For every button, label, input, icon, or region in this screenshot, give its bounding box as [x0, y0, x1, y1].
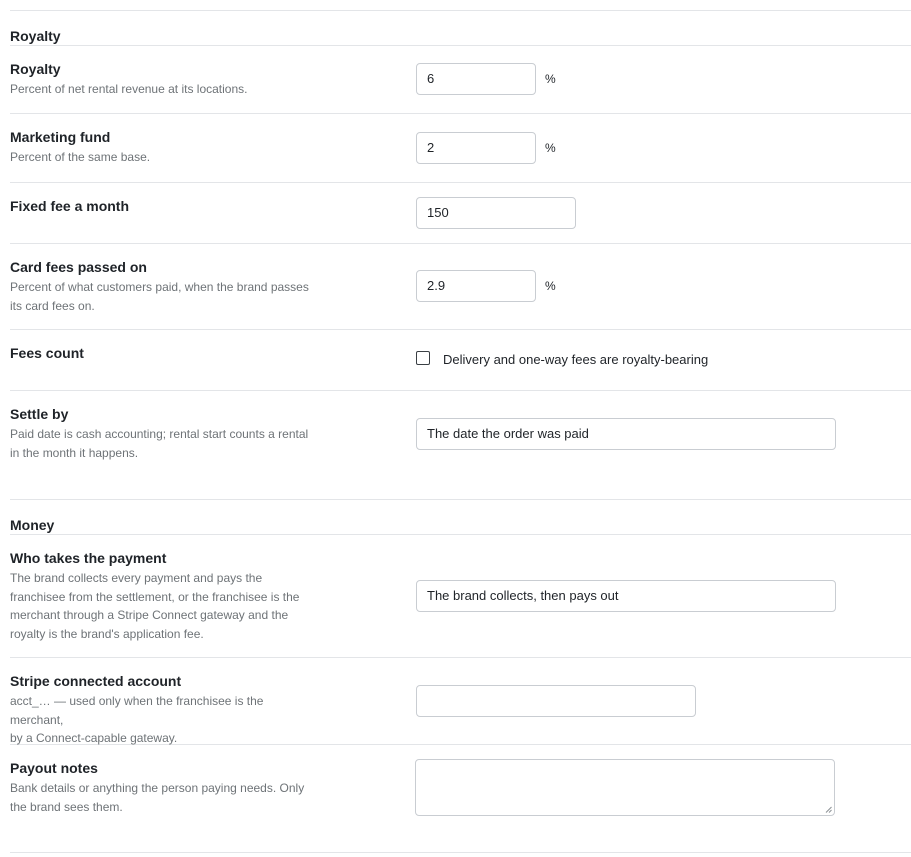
divider — [10, 852, 911, 853]
card-fees-description-line: Percent of what customers paid, when the brand passes — [10, 280, 309, 294]
settle-by-label: Settle by — [10, 406, 69, 422]
fixed-fee-input[interactable]: 150 — [416, 197, 576, 229]
settle-by-description — [10, 425, 320, 462]
card-fees-description-line: its card fees on. — [10, 298, 95, 313]
divider — [10, 10, 911, 11]
divider — [10, 657, 911, 658]
settle-by-description-line: Paid date is cash accounting; rental start counts a rental — [10, 427, 309, 441]
resize-handle-icon[interactable] — [825, 806, 832, 813]
royalty-bearing-fees-checkbox[interactable] — [416, 351, 430, 365]
divider — [10, 182, 911, 183]
settle-by-select[interactable]: The date the order was paid — [416, 418, 836, 450]
who-takes-payment-description-line: The brand collects every payment and pays the — [10, 571, 263, 585]
divider — [10, 113, 911, 114]
royalty-description: Percent of net rental revenue at its locations. — [10, 82, 248, 96]
marketing-fund-description: Percent of the same base. — [10, 150, 151, 164]
marketing-fund-input[interactable]: 2 — [416, 132, 536, 164]
divider — [10, 390, 911, 391]
payout-notes-textarea[interactable] — [415, 759, 835, 816]
payout-notes-label: Payout notes — [10, 760, 98, 776]
card-fees-unit: % — [545, 279, 556, 293]
who-takes-payment-label: Who takes the payment — [10, 550, 167, 566]
who-takes-payment-description-line: merchant through a Stripe Connect gateway and the — [10, 608, 289, 622]
settle-by-description-line: in the month it happens. — [10, 445, 139, 460]
card-fees-label: Card fees passed on — [10, 259, 147, 275]
royalty-percent-unit: % — [545, 72, 556, 86]
payout-notes-description — [10, 779, 320, 816]
marketing-fund-label: Marketing fund — [10, 129, 111, 145]
card-fees-description — [10, 278, 320, 315]
stripe-account-description-line: by a Connect-capable gateway. — [10, 731, 178, 745]
who-takes-payment-description — [10, 569, 320, 643]
stripe-account-description — [10, 692, 320, 748]
payout-notes-description-line: the brand sees them. — [10, 799, 123, 814]
who-takes-payment-description-line: franchisee from the settlement, or the franchisee is the — [10, 589, 300, 604]
payout-notes-description-line: Bank details or anything the person paying needs. Only — [10, 781, 305, 795]
royalty-percent-input[interactable]: 6 — [416, 63, 536, 95]
royalty-bearing-fees-checkbox-label[interactable]: Delivery and one-way fees are royalty-bearing — [443, 352, 709, 367]
divider — [10, 534, 911, 535]
royalty-label: Royalty — [10, 61, 61, 77]
section-title-money: Money — [10, 517, 55, 533]
section-title-royalty: Royalty — [10, 28, 61, 44]
stripe-account-description-line: acct_… — used only when the franchisee is the merchant, — [10, 694, 264, 727]
marketing-fund-unit: % — [545, 141, 556, 155]
who-takes-payment-select[interactable]: The brand collects, then pays out — [416, 580, 836, 612]
fixed-fee-label: Fixed fee a month — [10, 198, 130, 214]
card-fees-input[interactable]: 2.9 — [416, 270, 536, 302]
divider — [10, 243, 911, 244]
divider — [10, 45, 911, 46]
stripe-account-input[interactable] — [416, 685, 696, 717]
fees-count-label: Fees count — [10, 345, 84, 361]
divider — [10, 499, 911, 500]
who-takes-payment-description-line: royalty is the brand's application fee. — [10, 626, 204, 641]
divider — [10, 329, 911, 330]
stripe-account-label: Stripe connected account — [10, 673, 182, 689]
